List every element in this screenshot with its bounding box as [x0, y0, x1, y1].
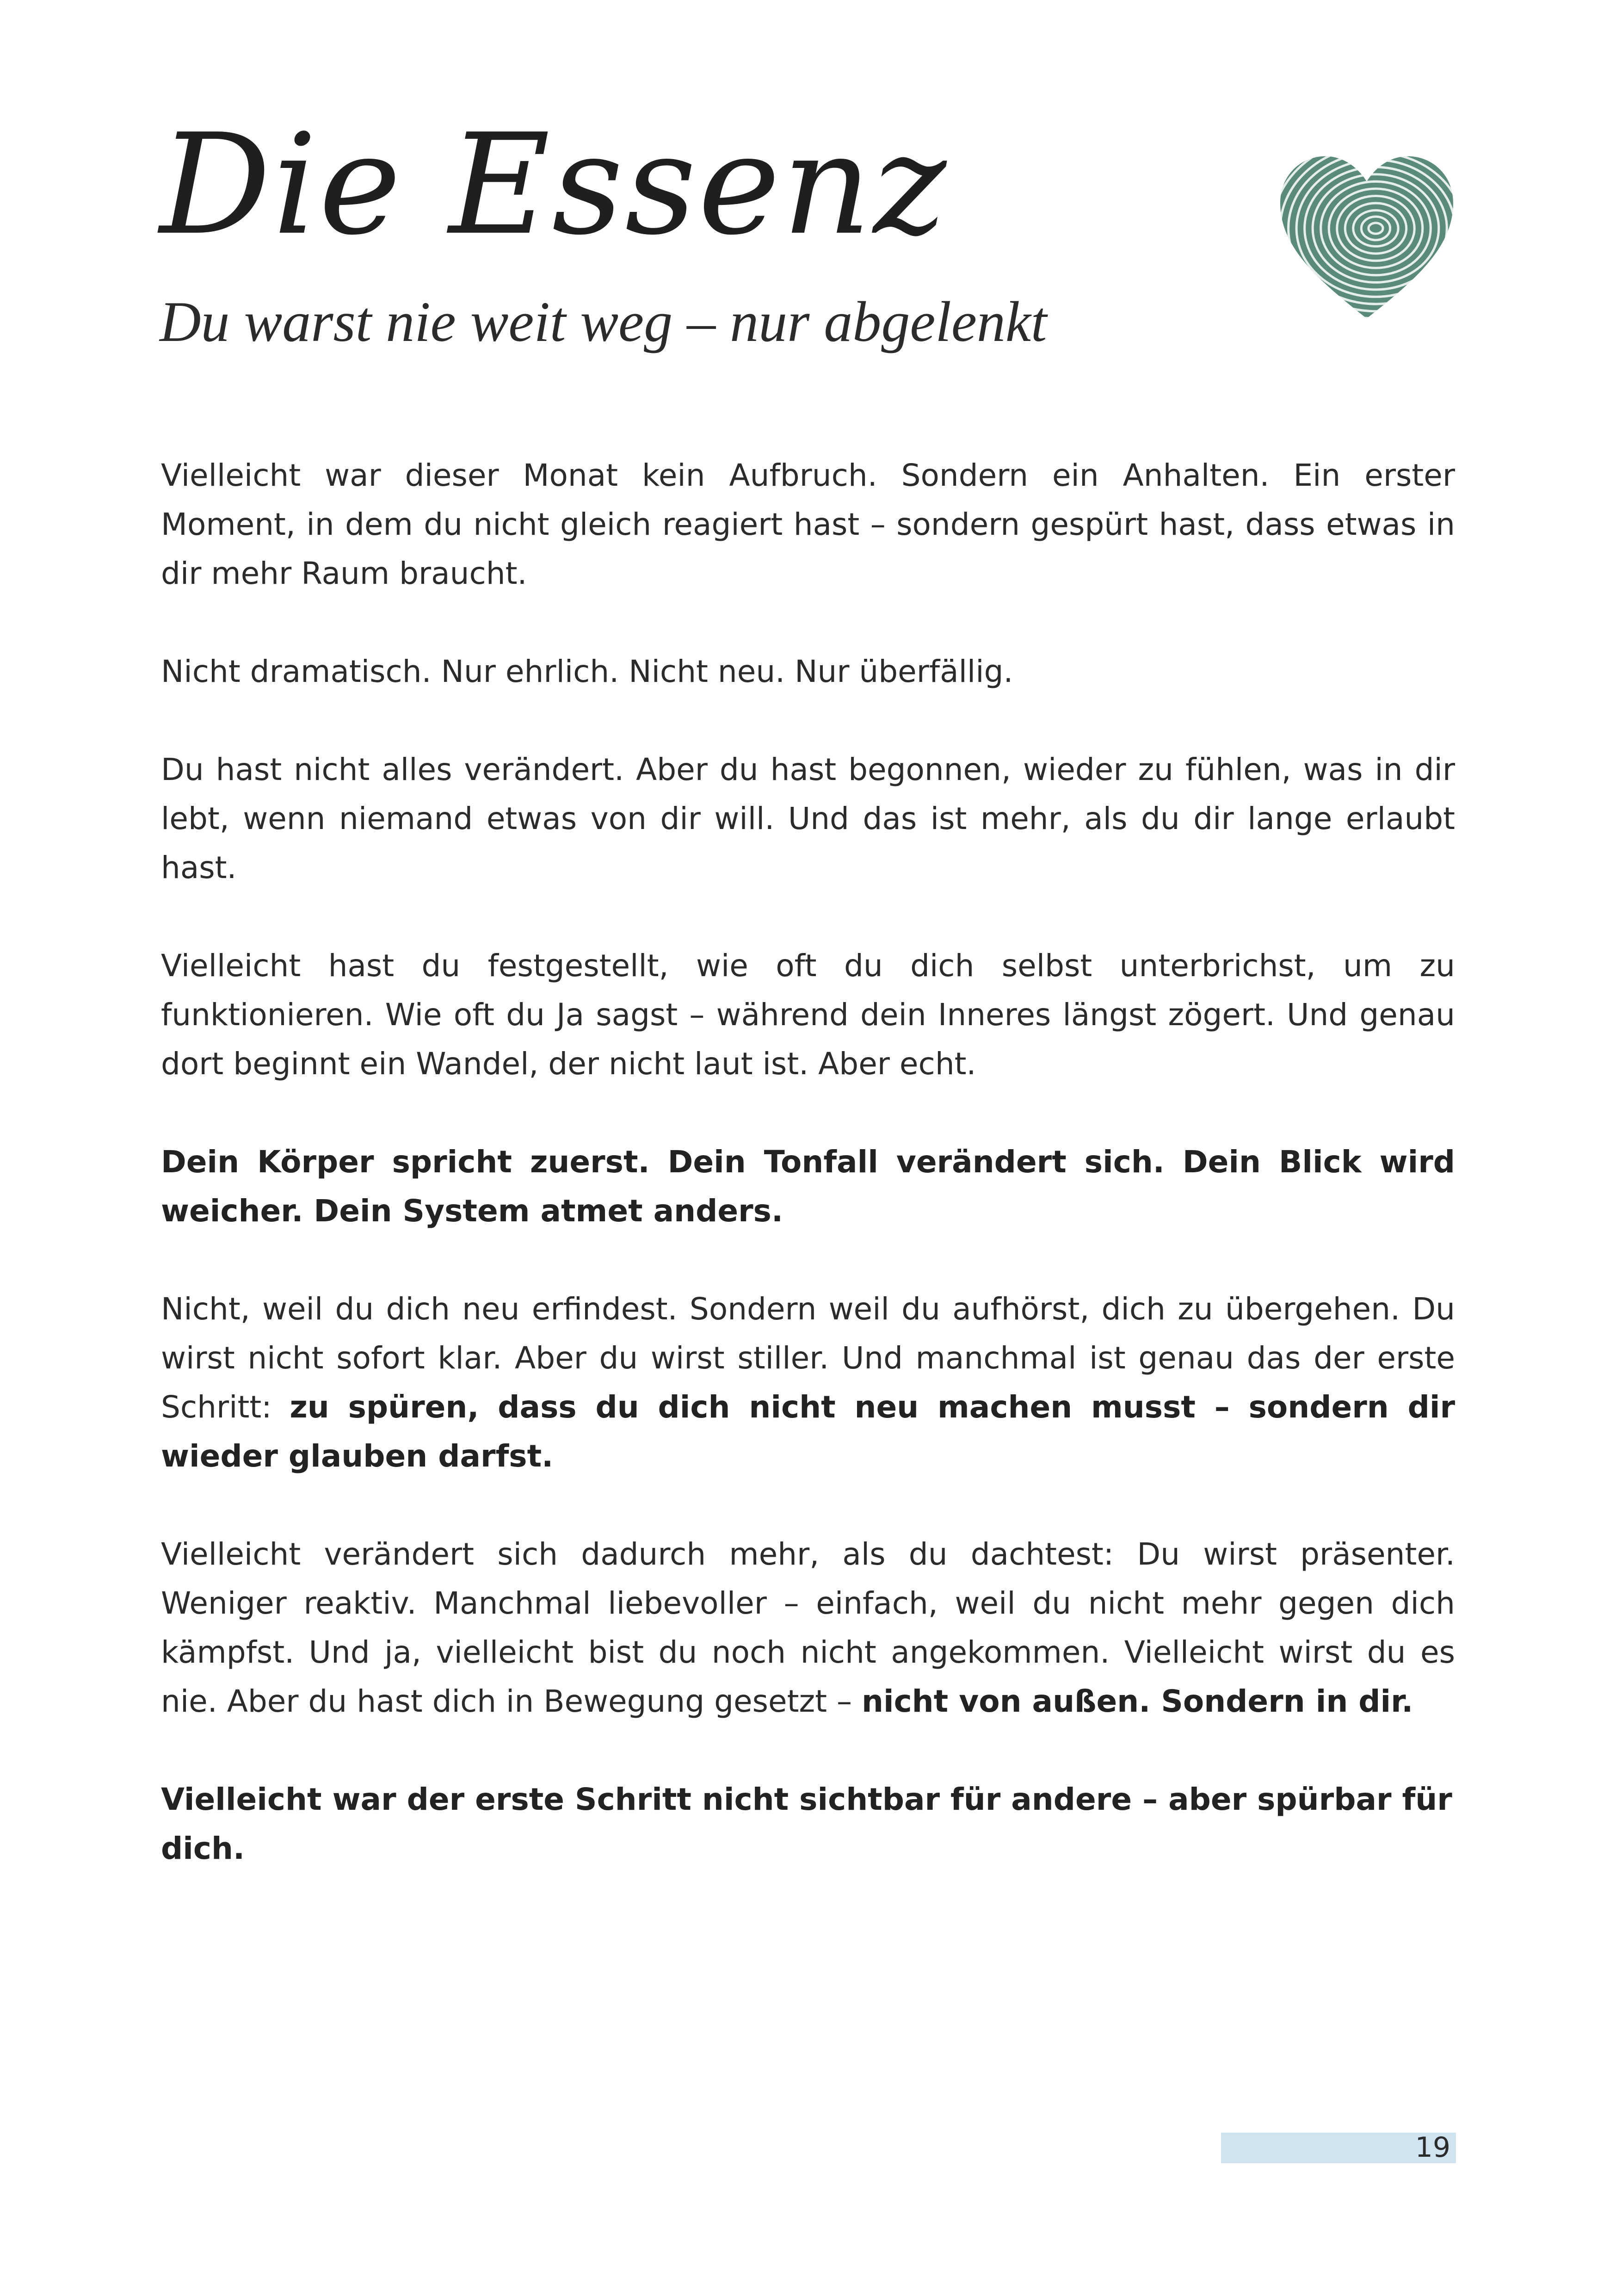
closing-statement: Vielleicht war der erste Schritt nicht sichtbar für andere – aber spürbar für dich. — [161, 1782, 1452, 1866]
paragraph-6 — [161, 1285, 1455, 1481]
paragraph-6-emphasis: zu spüren, dass du dich nicht neu machen musst – sondern dir wieder glauben darfst. — [161, 1389, 1455, 1474]
paragraph-2: Nicht dramatisch. Nur ehrlich. Nicht neu. Nur überfällig. — [161, 654, 1013, 689]
page-title: Die Essenz — [160, 104, 949, 266]
page-subtitle: Du warst nie weit weg – nur abgelenkt — [160, 290, 1047, 353]
paragraph-7-emphasis: nicht von außen. Sondern in dir. — [861, 1683, 1413, 1719]
body-text — [161, 451, 1455, 1922]
paragraph-7-text: Vielleicht verändert sich dadurch mehr, als du dachtest: Du wirst präsenter. Weniger reaktiv. Manchmal liebevoller – einfach, weil du nicht mehr gegen dich kämpfst. Und ja, vielleicht bist du noch nicht angekommen. Vielleicht wirst du es nie. Aber du hast dich in Bewegung gesetzt – — [161, 1536, 1455, 1719]
paragraph-7 — [161, 1530, 1455, 1726]
page-number-badge — [1221, 2133, 1456, 2163]
paragraph-6-text: Nicht, weil du dich neu erfindest. Sondern weil du aufhörst, dich zu übergehen. Du wirst nicht sofort klar. Aber du wirst stiller. Und manchmal ist genau das der erste Schritt: — [161, 1291, 1455, 1425]
fingerprint-heart-icon — [1277, 153, 1457, 324]
paragraph-4: Vielleicht hast du festgestellt, wie oft du dich selbst unterbrichst, um zu funktionieren. Wie oft du Ja sagst – während dein Inneres längst zögert. Und genau dort beginnt ein Wandel, der nicht laut ist. Aber echt. — [161, 948, 1455, 1082]
paragraph-5-highlight: Dein Körper spricht zuerst. Dein Tonfall verändert sich. Dein Blick wird weicher. Dein System atmet anders. — [161, 1144, 1455, 1229]
paragraph-3: Du hast nicht alles verändert. Aber du hast begonnen, wieder zu fühlen, was in dir lebt, wenn niemand etwas von dir will. Und das ist mehr, als du dir lange erlaubt hast. — [161, 752, 1455, 885]
page-number: 19 — [1415, 2131, 1450, 2164]
paragraph-1: Vielleicht war dieser Monat kein Aufbruch. Sondern ein Anhalten. Ein erster Moment, in dem du nicht gleich reagiert hast – sondern gespürt hast, dass etwas in dir mehr Raum braucht. — [161, 458, 1455, 591]
